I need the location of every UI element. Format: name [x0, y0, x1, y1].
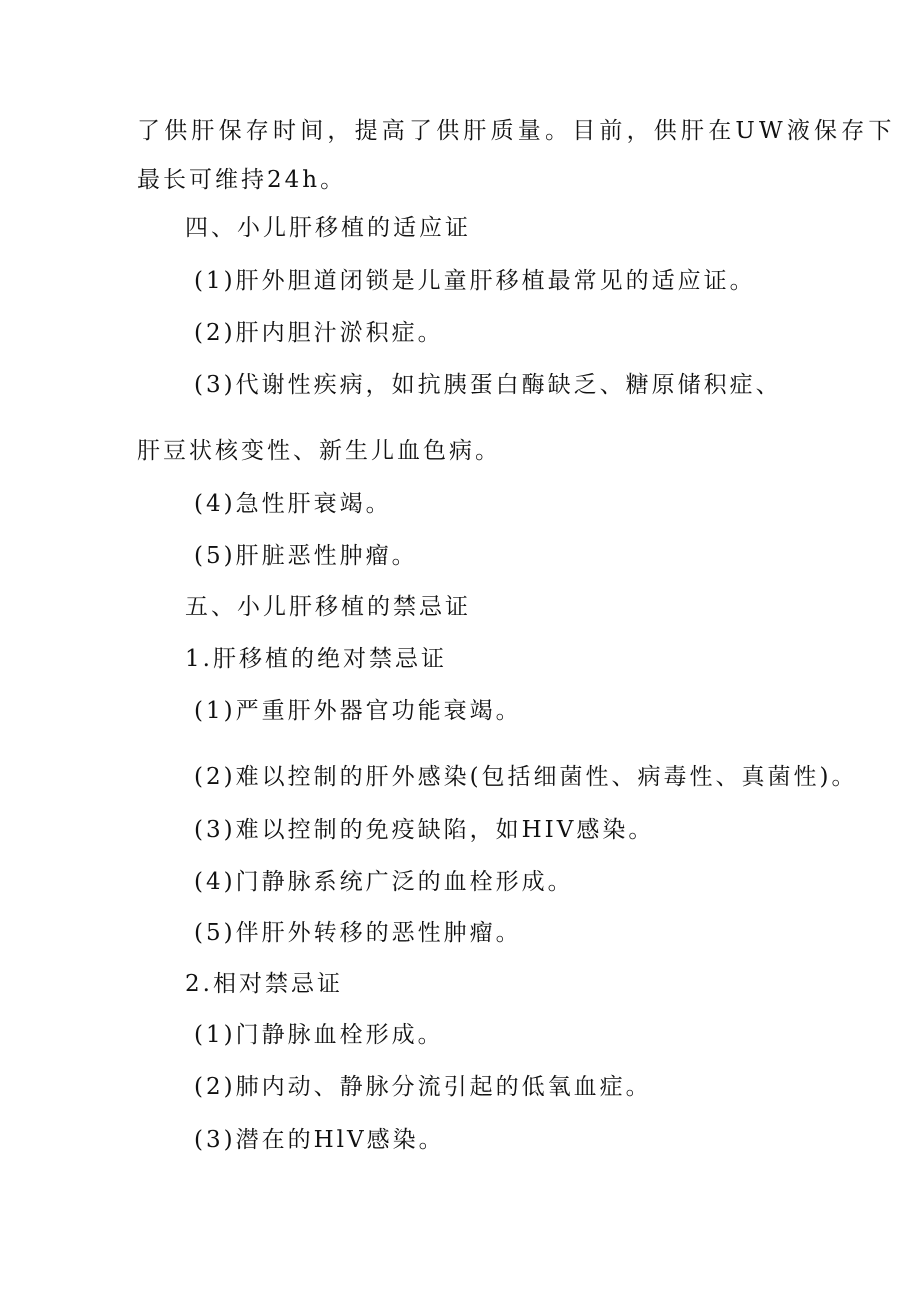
relative-item-3: (3)潜在的HlV感染。 [194, 1127, 445, 1153]
absolute-item-3: (3)难以控制的免疫缺陷，如HIV感染。 [194, 817, 655, 843]
absolute-item-2: (2)难以控制的肝外感染(包括细菌性、病毒性、真菌性)。 [194, 764, 858, 790]
indication-item-4: (4)急性肝衰竭。 [194, 491, 392, 517]
indication-item-1: (1)肝外胆道闭锁是儿童肝移植最常见的适应证。 [194, 268, 756, 294]
paragraph-line-1: 了供肝保存时间，提高了供肝质量。目前，供肝在UW液保存下 [137, 118, 896, 144]
indication-item-2: (2)肝内胆汁淤积症。 [194, 320, 444, 346]
absolute-item-5: (5)伴肝外转移的恶性肿瘤。 [194, 920, 522, 946]
indication-item-3-continued: 肝豆状核变性、新生儿血色病。 [137, 438, 501, 464]
absolute-contraindications-heading: 1.肝移植的绝对禁忌证 [185, 646, 447, 672]
relative-item-2: (2)肺内动、静脉分流引起的低氧血症。 [194, 1074, 652, 1100]
indication-item-5: (5)肝脏恶性肿瘤。 [194, 543, 418, 569]
paragraph-line-2: 最长可维持24h。 [137, 167, 347, 193]
absolute-item-4: (4)门静脉系统广泛的血栓形成。 [194, 869, 574, 895]
relative-contraindications-heading: 2.相对禁忌证 [185, 971, 343, 997]
relative-item-1: (1)门静脉血栓形成。 [194, 1022, 444, 1048]
indication-item-3: (3)代谢性疾病，如抗胰蛋白酶缺乏、糖原储积症、 [194, 372, 782, 398]
absolute-item-1: (1)严重肝外器官功能衰竭。 [194, 698, 522, 724]
section-5-heading: 五、小儿肝移植的禁忌证 [185, 594, 471, 620]
section-4-heading: 四、小儿肝移植的适应证 [185, 215, 471, 241]
